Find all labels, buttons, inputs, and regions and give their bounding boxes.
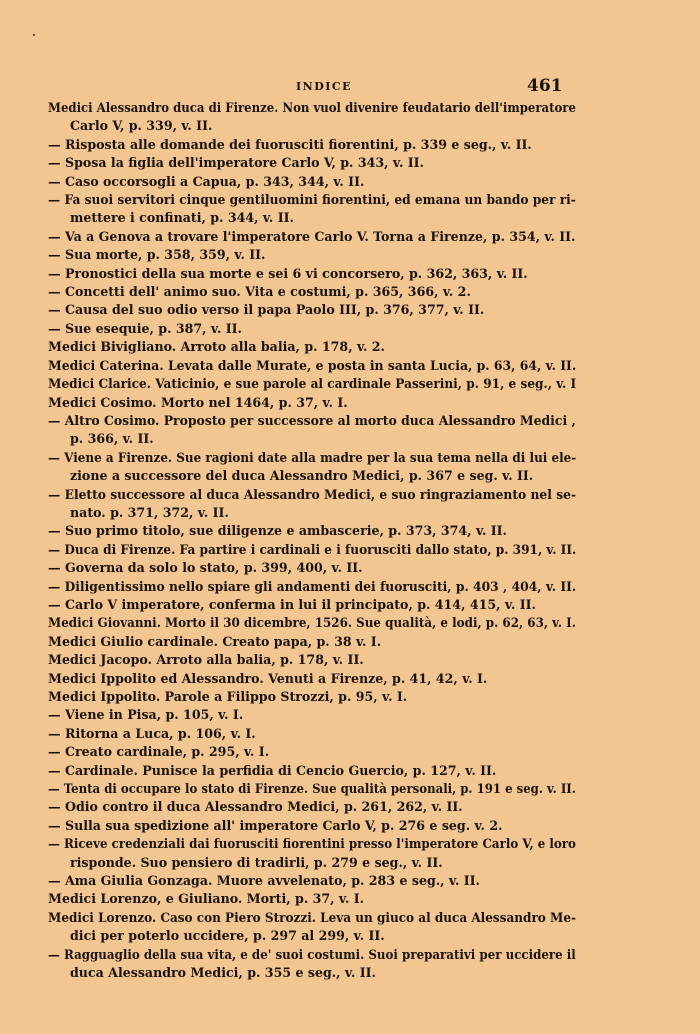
index-subentry: — Eletto successore al duca Alessandro Medici, e suo ringraziamento nel se- xyxy=(48,486,576,502)
index-subentry: — Cardinale. Punisce la perfidia di Cencio Guercio, p. 127, v. II. xyxy=(48,762,497,778)
page-header xyxy=(0,76,700,100)
index-subentry: — Caso occorsogli a Capua, p. 343, 344, v. II. xyxy=(48,173,365,189)
index-subentry: — Viene in Pisa, p. 105, v. I. xyxy=(48,707,244,723)
index-subentry: — Sulla sua spedizione all' imperatore Carlo V, p. 276 e seg. v. 2. xyxy=(48,817,503,833)
index-subentry: — Ragguaglio della sua vita, e de' suoi costumi. Suoi preparativi per uccidere il xyxy=(48,946,576,962)
page-number: 461 xyxy=(527,76,563,96)
index-continuation: dici per poterlo uccidere, p. 297 al 299, v. II. xyxy=(70,928,385,944)
index-subentry: — Creato cardinale, p. 295, v. I. xyxy=(48,744,270,760)
index-entry: Medici Bivigliano. Arroto alla balia, p. 178, v. 2. xyxy=(48,339,385,355)
index-subentry: — Altro Cosimo. Proposto per successore al morto duca Alessandro Medici , xyxy=(48,412,576,428)
index-continuation: zione a successore del duca Alessandro Medici, p. 367 e seg. v. II. xyxy=(70,468,534,484)
index-entry: Medici Caterina. Levata dalle Murate, e posta in santa Lucia, p. 63, 64, v. II. xyxy=(48,357,576,373)
index-subentry: — Pronostici della sua morte e sei 6 vi concorsero, p. 362, 363, v. II. xyxy=(48,265,528,281)
index-subentry: — Sua morte, p. 358, 359, v. II. xyxy=(48,247,266,263)
index-continuation: duca Alessandro Medici, p. 355 e seg., v. II. xyxy=(70,965,376,981)
index-entries xyxy=(48,99,576,983)
index-continuation: Carlo V, p. 339, v. II. xyxy=(70,118,213,134)
index-subentry: — Concetti dell' animo suo. Vita e costumi, p. 365, 366, v. 2. xyxy=(48,284,471,300)
index-subentry: — Governa da solo lo stato, p. 399, 400, v. II. xyxy=(48,560,363,576)
index-entry: Medici Ippolito. Parole a Filippo Strozzi, p. 95, v. I. xyxy=(48,689,408,704)
index-entry: Medici Cosimo. Morto nel 1464, p. 37, v. I. xyxy=(48,394,348,410)
index-entry: Medici Giovanni. Morto il 30 dicembre, 1526. Sue qualità, e lodi, p. 62, 63, v. I. xyxy=(48,615,576,631)
index-subentry: — Diligentissimo nello spiare gli andamenti dei fuorusciti, p. 403 , 404, v. II. xyxy=(48,578,576,594)
index-subentry: — Ama Giulia Gonzaga. Muore avvelenato, p. 283 e seg., v. II. xyxy=(48,873,480,889)
index-subentry: — Ritorna a Luca, p. 106, v. I. xyxy=(48,725,256,741)
index-subentry: — Odio contro il duca Alessandro Medici, p. 261, 262, v. II. xyxy=(48,799,463,815)
index-subentry: — Sue esequie, p. 387, v. II. xyxy=(48,320,242,336)
index-subentry: — Riceve credenziali dai fuorusciti fiorentini presso l'imperatore Carlo V, e loro xyxy=(48,836,576,852)
index-subentry: — Va a Genova a trovare l'imperatore Carlo V. Torna a Firenze, p. 354, v. II. xyxy=(48,228,576,244)
index-subentry: — Fa suoi servitori cinque gentiluomini fiorentini, ed emana un bando per ri- xyxy=(48,192,576,208)
index-subentry: — Tenta di occupare lo stato di Firenze. Sue qualità personali, p. 191 e seg. v. II. xyxy=(48,781,576,797)
index-entry: Medici Lorenzo. Caso con Piero Strozzi. Leva un giuco al duca Alessandro Me- xyxy=(48,909,576,925)
index-continuation: p. 366, v. II. xyxy=(70,431,154,447)
index-entry: Medici Lorenzo, e Giuliano. Morti, p. 37, v. I. xyxy=(48,891,364,907)
index-subentry: — Viene a Firenze. Sue ragioni date alla madre per la sua tema nella di lui ele- xyxy=(48,449,576,465)
index-subentry: — Duca di Firenze. Fa partire i cardinali e i fuorusciti dallo stato, p. 391, v. II. xyxy=(48,541,576,557)
index-subentry: — Suo primo titolo, sue diligenze e ambascerie, p. 373, 374, v. II. xyxy=(48,523,507,539)
index-subentry: — Risposta alle domande dei fuorusciti fiorentini, p. 339 e seg., v. II. xyxy=(48,136,532,152)
index-continuation: nato. p. 371, 372, v. II. xyxy=(70,504,229,520)
index-entry: Medici Alessandro duca di Firenze. Non vuol divenire feudatario dell'imperatore xyxy=(48,100,576,115)
index-entry: Medici Ippolito ed Alessandro. Venuti a Firenze, p. 41, 42, v. I. xyxy=(48,670,488,686)
index-entry: Medici Clarice. Vaticinio, e sue parole al cardinale Passerini, p. 91, e seg., v. I xyxy=(48,376,576,392)
speck xyxy=(33,34,35,36)
index-entry: Medici Giulio cardinale. Creato papa, p. 38 v. I. xyxy=(48,633,382,649)
index-continuation: risponde. Suo pensiero di tradirli, p. 279 e seg., v. II. xyxy=(70,854,443,870)
index-subentry: — Causa del suo odio verso il papa Paolo III, p. 376, 377, v. II. xyxy=(48,302,485,318)
index-entry: Medici Jacopo. Arroto alla balia, p. 178, v. II. xyxy=(48,652,364,668)
running-title: INDICE xyxy=(296,80,353,93)
index-subentry: — Carlo V imperatore, conferma in lui il principato, p. 414, 415, v. II. xyxy=(48,596,536,612)
index-subentry: — Sposa la figlia dell'imperatore Carlo V, p. 343, v. II. xyxy=(48,155,424,171)
index-continuation: mettere i confinati, p. 344, v. II. xyxy=(70,210,294,226)
